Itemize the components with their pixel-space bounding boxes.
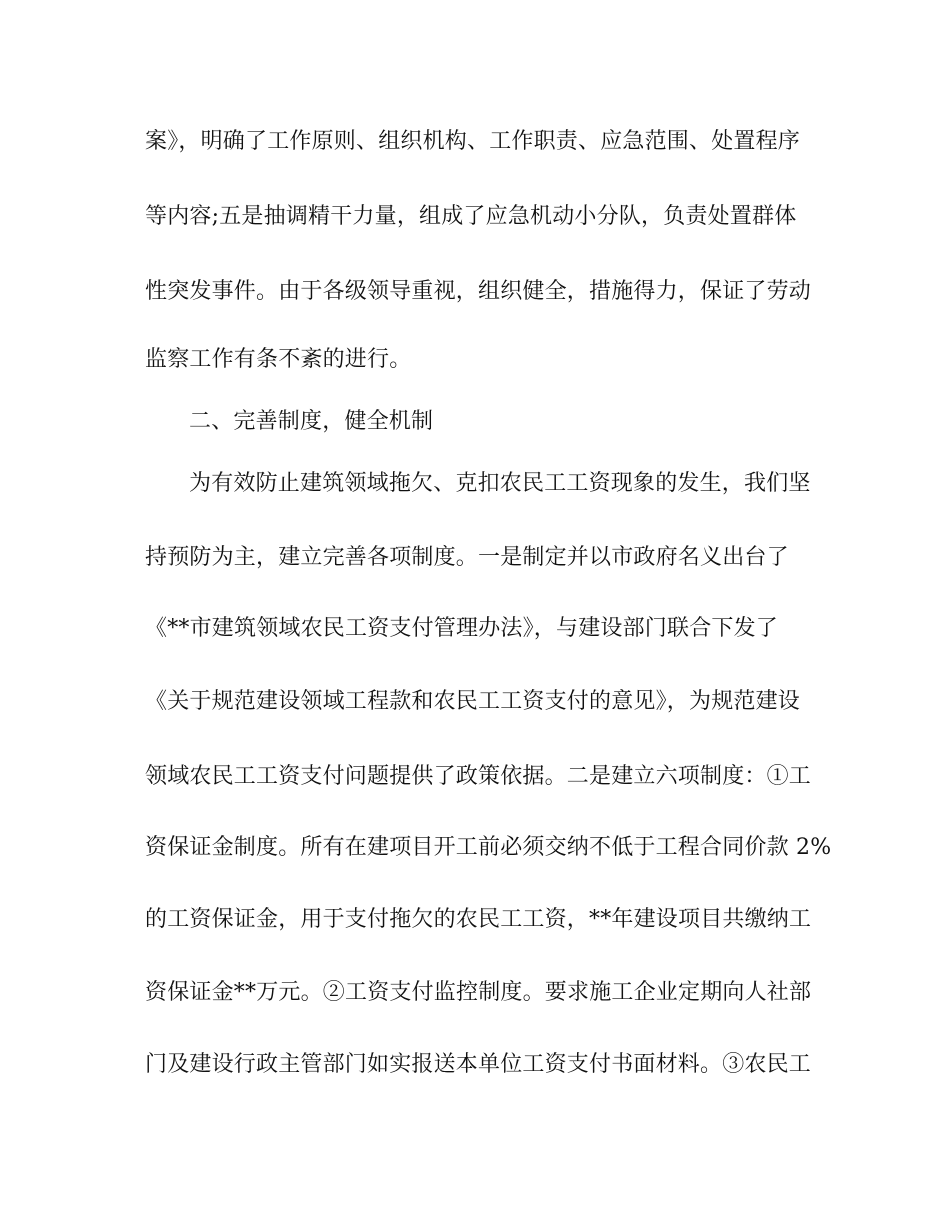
- section-heading: 二、完善制度，健全机制: [189, 409, 434, 434]
- paragraph-line: 资保证金制度。所有在建项目开工前必须交纳不低于工程合同价款 2%: [145, 835, 832, 860]
- paragraph-line: 《关于规范建设领域工程款和农民工工资支付的意见》，为规范建设: [145, 689, 801, 714]
- paragraph-line: 为有效防止建筑领域拖欠、克扣农民工工资现象的发生，我们坚: [189, 471, 811, 496]
- paragraph-line: 监察工作有条不紊的进行。: [145, 347, 412, 372]
- paragraph-line: 等内容;五是抽调精干力量，组成了应急机动小分队，负责处置群体: [145, 204, 797, 229]
- paragraph-line: 《**市建筑领域农民工资支付管理办法》，与建设部门联合下发了: [145, 616, 779, 641]
- paragraph-line: 门及建设行政主管部门如实报送本单位工资支付书面材料。③农民工: [145, 1052, 812, 1077]
- paragraph-line: 的工资保证金，用于支付拖欠的农民工工资，**年建设项目共缴纳工: [145, 907, 812, 932]
- paragraph-line: 案》，明确了工作原则、组织机构、工作职责、应急范围、处置程序: [145, 129, 801, 154]
- paragraph-line: 性突发事件。由于各级领导重视，组织健全，措施得力，保证了劳动: [145, 279, 812, 304]
- paragraph-line: 资保证金**万元。②工资支付监控制度。要求施工企业定期向人社部: [145, 980, 812, 1005]
- paragraph-line: 持预防为主，建立完善各项制度。一是制定并以市政府名义出台了: [145, 545, 789, 570]
- paragraph-line: 领域农民工工资支付问题提供了政策依据。二是建立六项制度：①工: [145, 764, 812, 789]
